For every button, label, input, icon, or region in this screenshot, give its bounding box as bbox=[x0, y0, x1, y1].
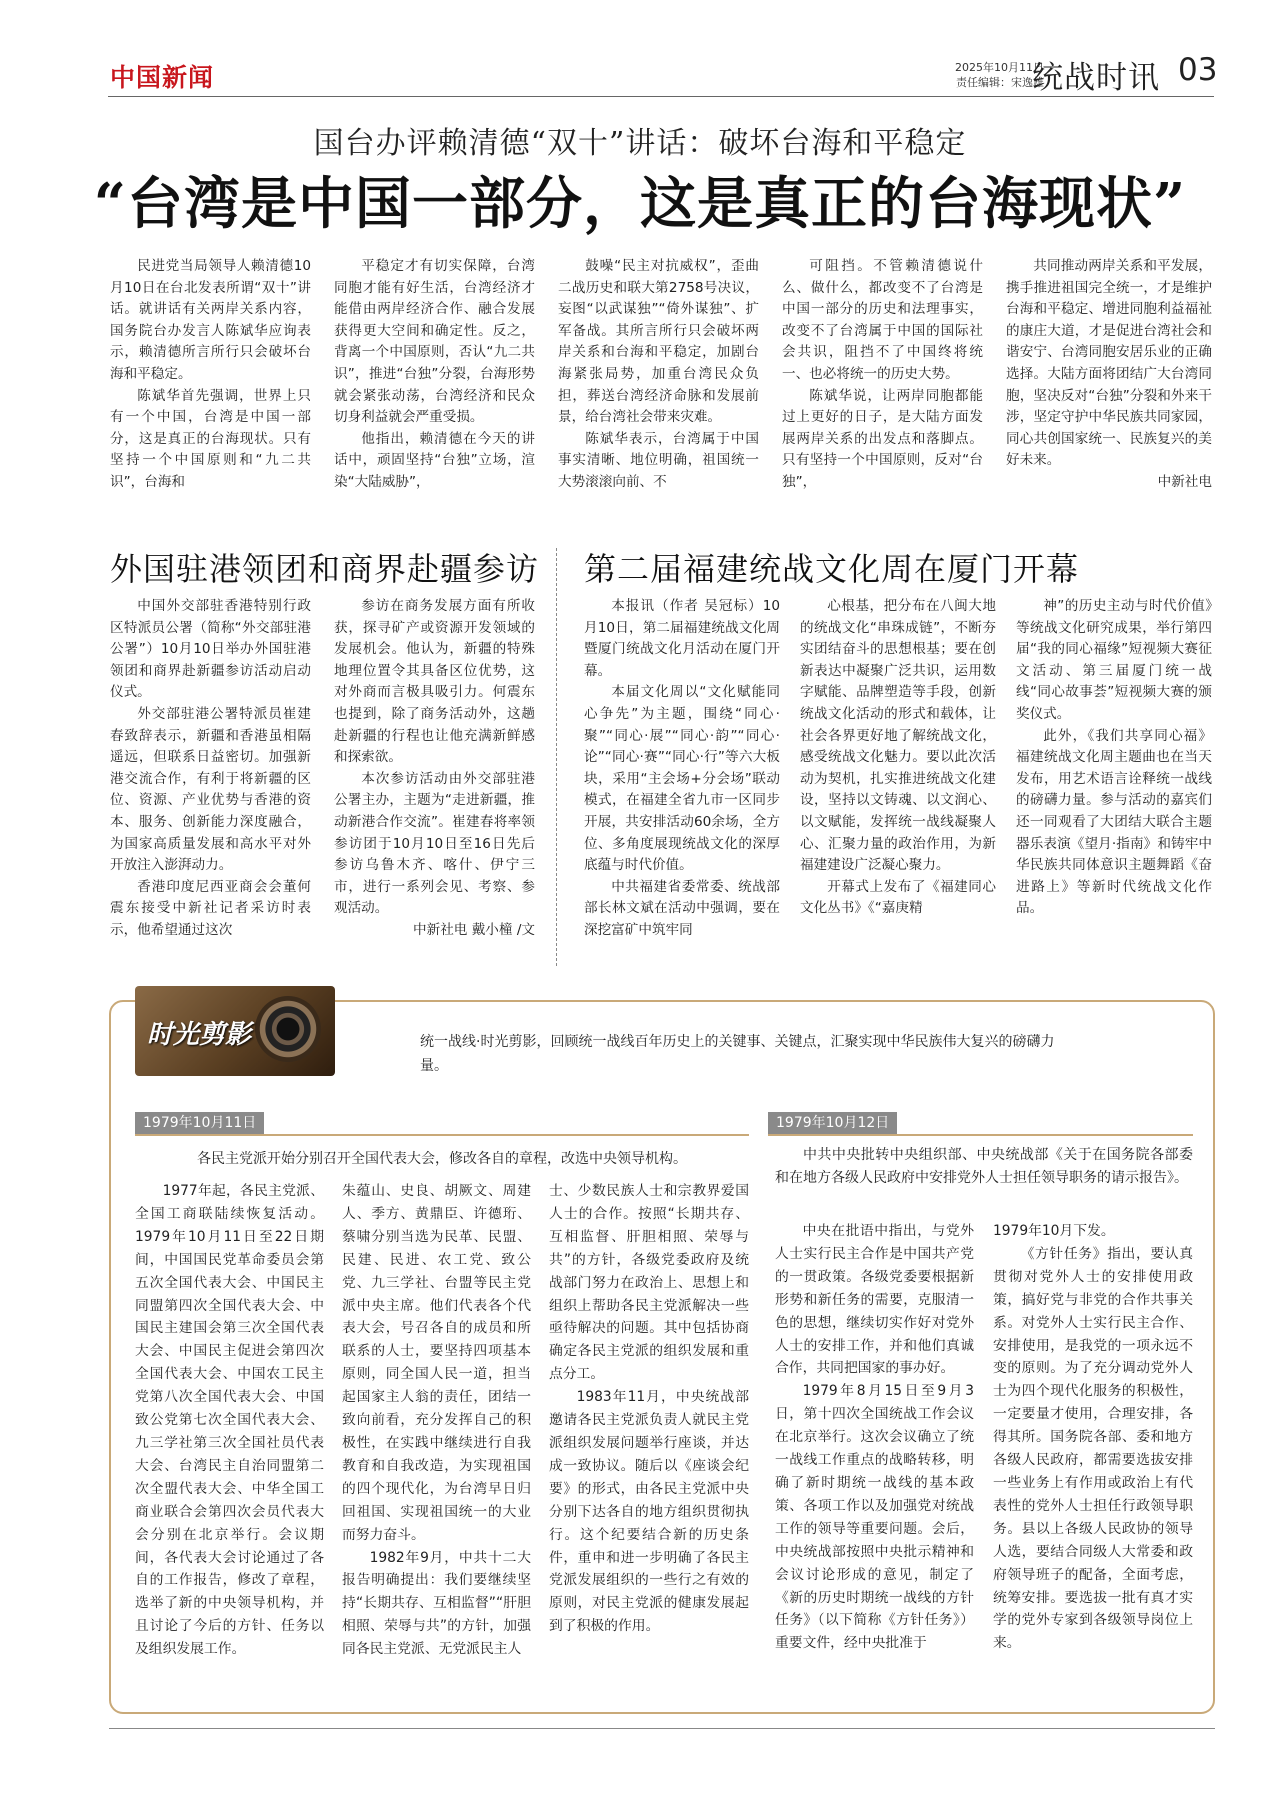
lead-headline: “台湾是中国一部分，这是真正的台海现状” bbox=[93, 171, 1187, 237]
paragraph: 共同推动两岸关系和平发展，携手推进祖国完全统一，才是维护台海和平稳定、增进同胞利益福祉的康庄大道，才是促进台湾社会和谐安宁、台湾同胞安居乐业的正确选择。大陆方面将团结广大台湾同胞，坚决反对“台独”分裂和外来干涉，坚定守护中华民族共同家园，同心共创国家统一、民族复兴的美好未来。 bbox=[1006, 258, 1212, 469]
paragraph: 可阻挡。不管赖清德说什么、做什么，都改变不了台湾是中国一部分的历史和法理事实，改变不了台湾属于中国的国际社会共识，阻挡不了中国终将统一、也必将统一的历史大势。 bbox=[782, 258, 983, 382]
hk-column-2 bbox=[334, 596, 535, 942]
paragraph: 中共福建省委常委、统战部部长林文斌在活动中强调，要在深挖富矿中筑牢同 bbox=[584, 878, 780, 938]
paragraph: 外交部驻港公署特派员崔建春致辞表示，新疆和香港虽相隔遥远，但联系日益密切。加强新港交流合作，有利于将新疆的区位、资源、产业优势与香港的资本、服务、创新能力深度融合，为国家高质量发展和高水平对外开放注入澎湃动力。 bbox=[110, 705, 311, 874]
paragraph: 《方针任务》指出，要认真贯彻对党外人士的安排使用政策，搞好党与非党的合作共事关系。对党外人士实行民主合作、安排使用，是我党的一项永远不变的原则。为了充分调动党外人士为四个现代化服务的积极性，一定要量才使用，合理安排，各得其所。国务院各部、委和地方各级人民政府，都需要选拔安排一些业务上有作用或政治上有代表性的党外人士担任行政领导职务。县以上各级人民政协的领导人选，要结合同级人大常委和政府领导班子的配备，全面考虑，统筹安排。要选拔一批有真才实学的党外专家到各级领导岗位上来。 bbox=[993, 1245, 1193, 1652]
paragraph: 1983年11月，中央统战部邀请各民主党派负责人就民主党派组织发展问题举行座谈，并达成一致协议。随后以《座谈会纪要》的形式，由各民主党派中央分别下达各自的地方组织贯彻执行。这个纪要结合新的历史条件，重申和进一步明确了各民主党派发展组织的一些行之有效的原则，对民主党派的健康发展起到了积极的作用。 bbox=[549, 1389, 749, 1635]
paragraph: 陈斌华说，让两岸同胞都能过上更好的日子，是大陆方面发展两岸关系的出发点和落脚点。只有坚持一个中国原则，反对“台独”， bbox=[782, 387, 983, 490]
right-lead: 中共中央批转中央组织部、中央统战部《关于在国务院各部委和在地方各级人民政府中安排党外人士担任领导职务的请示报告》。 bbox=[775, 1147, 1193, 1186]
lead-column-2 bbox=[334, 256, 535, 494]
fj-column-3 bbox=[1016, 596, 1212, 920]
paragraph: 朱蕴山、史良、胡厥文、周建人、季方、黄鼎臣、许德珩、蔡啸分别当选为民革、民盟、民建、民进、农工党、致公党、九三学社、台盟等民主党派中央主席。他们代表各个代表大会，号召各自的成员和所联系的人士，要坚持四项基本原则，同全国人民一道，担当起国家主人翁的责任，团结一致向前看，充分发挥自己的积极性，在实践中继续进行自我教育和自我改造，为实现祖国的四个现代化，为台湾早日归回祖国、实现祖国统一的大业而努力奋斗。 bbox=[342, 1183, 531, 1543]
paragraph: 中央在批语中指出，与党外人士实行民主合作是中国共产党的一贯政策。各级党委要根据新形势和新任务的需要，克服清一色的思想，继续切实作好对党外人士的安排工作，并和他们真诚合作，共同把国家的事办好。 bbox=[775, 1223, 974, 1377]
footer-divider bbox=[109, 1728, 1215, 1729]
feature-logo-text: 时光剪影 bbox=[147, 1020, 252, 1050]
lead-column-1 bbox=[110, 256, 311, 494]
editor-credit: 责任编辑：宋逸雄 bbox=[956, 76, 1044, 89]
memory-left-column-1 bbox=[135, 1180, 324, 1661]
date-badge-left: 1979年10月11日 bbox=[135, 1112, 264, 1134]
paragraph: 陈斌华首先强调，世界上只有一个中国，台湾是中国一部分，这是真正的台海现状。只有坚持一个中国原则和“九二共识”，台海和 bbox=[110, 387, 311, 490]
paragraph: 民进党当局领导人赖清德10月10日在台北发表所谓“双十”讲话。就讲话有关两岸关系内容，国务院台办发言人陈斌华应询表示，赖清德所言所行只会破坏台海和平稳定。 bbox=[110, 258, 311, 382]
paragraph: 参访在商务发展方面有所收获，探寻矿产或资源开发领域的发展机会。他认为，新疆的特殊地理位置令其具备区位优势，这对外商而言极具吸引力。何震东也提到，除了商务活动外，这趟赴新疆的行程也让他充满新鲜感和探索欲。 bbox=[334, 598, 535, 766]
memory-right-column-1 bbox=[775, 1220, 974, 1655]
byline: 中新社电 戴小橦 /文 bbox=[413, 921, 535, 938]
paragraph: 1977年起，各民主党派、全国工商联陆续恢复活动。1979年10月11日至22日期间，中国国民党革命委员会第五次全国代表大会、中国民主同盟第四次全国代表大会、中国民主建国会第三次全国代表大会、中国民主促进会第四次全国代表大会、中国农工民主党第八次全国代表大会、中国致公党第七次全国代表大会、九三学社第三次全国社员代表大会、台湾民主自治同盟第二次全盟代表大会、中华全国工商业联合会第四次会员代表大会分别在北京举行。会议期间，各代表大会讨论通过了各自的工作报告，修改了章程，选举了新的中央领导机构，并且讨论了今后的方针、任务以及组织发展工作。 bbox=[135, 1183, 324, 1658]
lead-column-4 bbox=[782, 256, 983, 494]
paragraph: 心根基，把分布在八闽大地的统战文化“串珠成链”，不断夯实团结奋斗的思想根基；要在创新表达中凝聚广泛共识，运用数字赋能、品牌塑造等手段，创新统战文化活动的形式和载体，让社会各界更好地了解统战文化，感受统战文化魅力。要以此次活动为契机，扎实推进统战文化建设，坚持以文铸魂、以文润心、以文赋能，发挥统一战线凝聚人心、汇聚力量的政治作用，为新福建建设广泛凝心聚力。 bbox=[800, 598, 996, 874]
lead-column-3 bbox=[558, 256, 759, 494]
feature-intro: 统一战线·时光剪影，回顾统一战线百年历史上的关键事、关键点，汇聚实现中华民族伟大复兴的磅礴力量。 bbox=[420, 1034, 1055, 1074]
section-title: 统战时讯 bbox=[1032, 60, 1160, 96]
issue-date: 2025年10月11日 bbox=[955, 61, 1044, 74]
lead-kicker: 国台办评赖清德“双十”讲话：破坏台海和平稳定 bbox=[313, 126, 967, 161]
paragraph: 本次参访活动由外交部驻港公署主办，主题为“走进新疆，推动新港合作交流”。崔建春将率领参访团于10月10日至16日先后参访乌鲁木齐、喀什、伊宁三市，进行一系列会见、考察、参观活动。 bbox=[334, 770, 535, 917]
byline: 中新社电 bbox=[1157, 473, 1212, 490]
memory-left-column-2 bbox=[342, 1180, 531, 1661]
paragraph: 鼓噪“民主对抗威权”，歪曲二战历史和联大第2758号决议，妄图“以武谋独”“倚外谋独”、扩军备战。其所言所行只会破坏两岸关系和台海和平稳定，加剧台海紧张局势，加重台湾民众负担，葬送台湾经济命脉和发展前景，给台湾社会带来灾难。 bbox=[558, 258, 759, 426]
fj-column-1 bbox=[584, 596, 780, 942]
fj-column-2 bbox=[800, 596, 996, 920]
paragraph: 1979年8月15日至9月3日，第十四次全国统战工作会议在北京举行。这次会议确立了统一战线工作重点的战略转移，明确了新时期统一战线的基本政策、各项工作以及加强党对统战工作的领导等重要问题。会后，中央统战部按照中央批示精神和会议讨论形成的意见，制定了《新的历史时期统一战线的方针任务》（以下简称《方针任务》）重要文件，经中央批准于 bbox=[775, 1383, 974, 1652]
column-divider bbox=[556, 548, 557, 966]
fj-story-title: 第二届福建统战文化周在厦门开幕 bbox=[584, 550, 1080, 588]
paragraph: 中国外交部驻香港特别行政区特派员公署（简称“外交部驻港公署”）10月10日举办外国驻港领团和商界赴新疆参访活动启动仪式。 bbox=[110, 598, 311, 701]
paragraph: 神”的历史主动与时代价值》等统战文化研究成果，举行第四届“我的同心福缘”短视频大赛征文活动、第三届厦门统一战线“同心故事荟”短视频大赛的颁奖仪式。 bbox=[1016, 598, 1212, 722]
hk-column-1 bbox=[110, 596, 311, 942]
date-badge-right: 1979年10月12日 bbox=[768, 1112, 897, 1134]
date-rule-right bbox=[768, 1134, 1193, 1136]
date-rule-left bbox=[135, 1134, 749, 1136]
paragraph: 1982年9月，中共十二大报告明确提出：我们要继续坚持“长期共存、互相监督”“肝胆相照、荣辱与共”的方针，加强同各民主党派、无党派民主人 bbox=[342, 1549, 531, 1658]
memory-left-column-3 bbox=[549, 1180, 749, 1638]
camera-icon bbox=[135, 986, 335, 1076]
paragraph: 士、少数民族人士和宗教界爱国人士的合作。按照“长期共存、互相监督、肝胆相照、荣辱与共”的方针，各级党委政府及统战部门努力在政治上、思想上和组织上帮助各民主党派解决一些亟待解决的问题。其中包括协商确定各民主党派的组织发展和重点分工。 bbox=[549, 1183, 749, 1383]
masthead-logo: 中国新闻 bbox=[110, 63, 215, 92]
paragraph: 香港印度尼西亚商会会董何震东接受中新社记者采访时表示，他希望通过这次 bbox=[110, 878, 311, 938]
page-number: 03 bbox=[1178, 52, 1218, 88]
paragraph: 开幕式上发布了《福建同心文化丛书》《“嘉庚精 bbox=[800, 878, 996, 917]
header-divider bbox=[108, 96, 1214, 97]
left-lead: 各民主党派开始分别召开全国代表大会，修改各自的章程，改选中央领导机构。 bbox=[197, 1151, 687, 1167]
memory-right-column-2 bbox=[993, 1220, 1193, 1655]
paragraph: 此外，《我们共享同心福》福建统战文化周主题曲也在当天发布，用艺术语言诠释统一战线的磅礴力量。参与活动的嘉宾们还一同观看了大团结大联合主题器乐表演《望月·指南》和铸牢中华民族共同体意识主题舞蹈《奋进路上》等新时代统战文化作品。 bbox=[1016, 727, 1212, 917]
paragraph: 本报讯（作者 吴冠标）10月10日，第二届福建统战文化周暨厦门统战文化月活动在厦门开幕。 bbox=[584, 598, 780, 679]
paragraph: 陈斌华表示，台湾属于中国事实清晰、地位明确，祖国统一大势滚滚向前、不 bbox=[558, 430, 759, 490]
paragraph: 他指出，赖清德在今天的讲话中，顽固坚持“台独”立场，渲染“大陆威胁”， bbox=[334, 430, 535, 490]
hk-story-title: 外国驻港领团和商界赴疆参访 bbox=[110, 550, 540, 588]
issue-info bbox=[944, 60, 1044, 90]
lead-column-5 bbox=[1006, 256, 1212, 494]
paragraph: 本届文化周以“文化赋能同心争先”为主题，围绕“同心·聚”“同心·展”“同心·韵”“同心·论”“同心·赛”“同心·行”等六大板块，采用“主会场+分会场”联动模式，在福建全省九市一区同步开展，共安排活动60余场，全方位、多角度展现统战文化的深厚底蕴与时代价值。 bbox=[584, 684, 780, 874]
camera-lens-icon bbox=[255, 996, 321, 1062]
paragraph: 平稳定才有切实保障，台湾同胞才能有好生活，台湾经济才能借由两岸经济合作、融合发展获得更大空间和确定性。反之，背离一个中国原则，否认“九二共识”，推进“台独”分裂，台海形势就会紧张动荡，台湾经济和民众切身利益就会严重受损。 bbox=[334, 258, 535, 426]
paragraph: 1979年10月下发。 bbox=[993, 1223, 1115, 1239]
